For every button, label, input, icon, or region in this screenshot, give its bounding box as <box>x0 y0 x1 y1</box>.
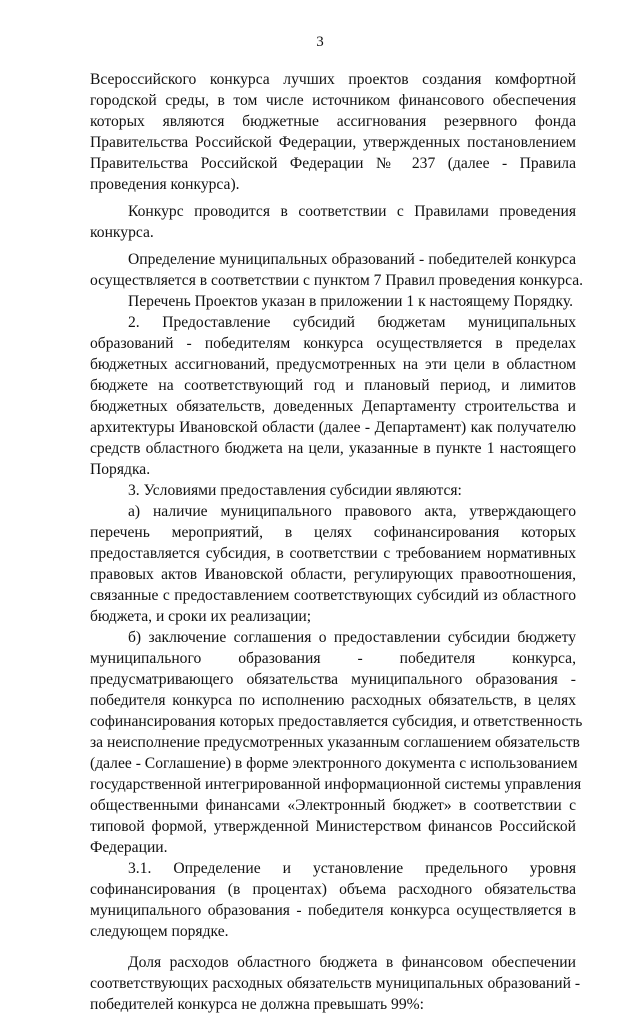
text-line: проведения конкурса). <box>90 176 240 193</box>
text-line: Федерации. <box>90 839 168 856</box>
text-line: государственной интегрированной информационной системы управления <box>90 776 582 793</box>
text-line: архитектуры Ивановской области (далее - Департамент) как получателю <box>90 419 576 436</box>
text-line: софинансирования (в процентах) объема расходного обязательства <box>90 881 576 898</box>
text-line: б) заключение соглашения о предоставлении субсидии бюджету <box>128 629 576 646</box>
text-line: связанные с предоставлением соответствующих субсидий из областного <box>90 587 576 604</box>
text-line: Всероссийского конкурса лучших проектов создания комфортной <box>90 71 576 88</box>
text-line: софинансирования которых предоставляется субсидия, и ответственность <box>90 713 583 730</box>
text-line: бюджетных ассигнований, предусмотренных на эти цели в областном <box>90 356 576 373</box>
text-line: образований - победителям конкурса осуществляется в пределах <box>90 335 576 352</box>
text-line: Правительства Российской Федерации, утвержденных постановлением <box>90 134 576 151</box>
text-line: бюджета, и сроки их реализации; <box>90 608 312 625</box>
page-number: 3 <box>316 34 324 50</box>
text-line: следующем порядке. <box>90 923 229 940</box>
text-line: бюджете на соответствующий год и плановый период, и лимитов <box>90 377 576 394</box>
text-line: которых являются бюджетные ассигнования резервного фонда <box>90 113 576 130</box>
text-line: победителя конкурса по исполнению расходных обязательств, в целях <box>90 692 576 709</box>
text-line: осуществляется в соответствии с пунктом 7 Правил проведения конкурса. <box>90 272 584 289</box>
text-line: 3.1. Определение и установление предельного уровня <box>128 860 576 877</box>
text-line: Конкурс проводится в соответствии с Правилами проведения <box>128 203 576 220</box>
text-line: бюджетных обязательств, доведенных Департаменту строительства и <box>90 398 576 415</box>
text-line: предусматривающего обязательства муниципального образования - <box>90 671 576 688</box>
text-line: победителей конкурса не должна превышать 99%: <box>90 996 424 1013</box>
text-line: муниципального образования - победителя конкурса осуществляется в <box>90 902 576 919</box>
text-line: (далее - Соглашение) в форме электронного документа с использованием <box>90 755 578 772</box>
text-line: за неисполнение предусмотренных указанным соглашением обязательств <box>90 734 580 751</box>
text-line: Перечень Проектов указан в приложении 1 к настоящему Порядку. <box>128 293 573 310</box>
text-line: перечень мероприятий, в целях софинансирования которых <box>90 524 576 541</box>
text-line: предоставляется субсидия, в соответствии с требованием нормативных <box>90 545 576 562</box>
text-line: Правительства Российской Федерации № 237 (далее - Правила <box>90 155 576 172</box>
text-line: 3. Условиями предоставления субсидии являются: <box>128 482 462 499</box>
text-line: Порядка. <box>90 461 151 478</box>
body-text <box>90 69 584 1015</box>
text-line: типовой формой, утвержденной Министерством финансов Российской <box>90 818 576 835</box>
text-line: правовых актов Ивановской области, регулирующих правоотношения, <box>90 566 576 583</box>
text-line: а) наличие муниципального правового акта, утверждающего <box>128 503 576 520</box>
text-line: Доля расходов областного бюджета в финансовом обеспечении <box>128 954 576 971</box>
text-line: 2. Предоставление субсидий бюджетам муниципальных <box>128 314 576 331</box>
text-line: Определение муниципальных образований - победителей конкурса <box>128 251 576 268</box>
text-line: муниципального образования - победителя конкурса, <box>90 650 576 667</box>
text-line: общественными финансами «Электронный бюджет» в соответствии с <box>90 797 576 814</box>
text-line: городской среды, в том числе источником финансового обеспечения <box>90 92 576 109</box>
text-line: конкурса. <box>90 224 154 241</box>
text-line: средств областного бюджета на цели, указанные в пункте 1 настоящего <box>90 440 576 457</box>
text-line: соответствующих расходных обязательств муниципальных образований - <box>90 975 581 992</box>
